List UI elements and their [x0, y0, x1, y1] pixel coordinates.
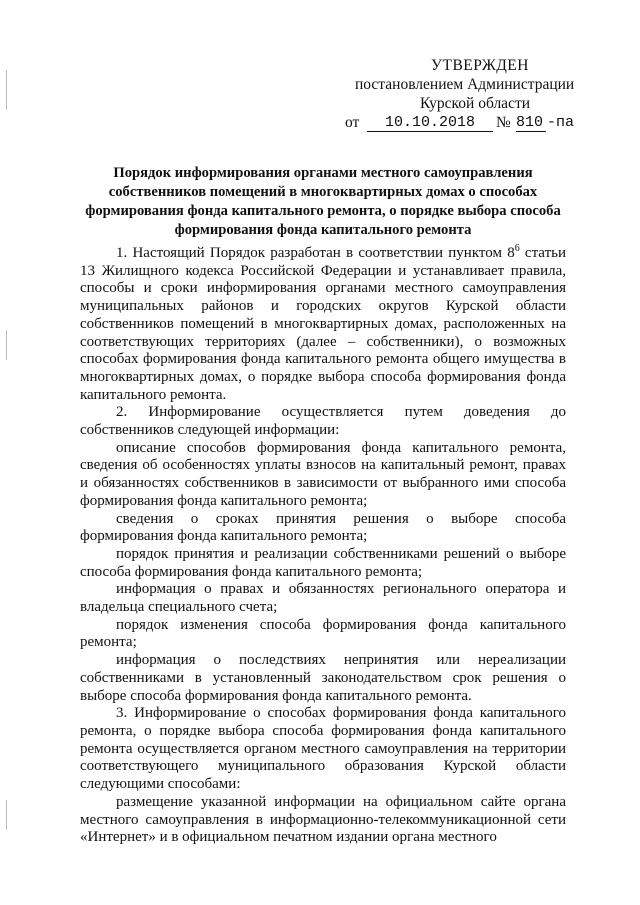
paragraph: порядок изменения способа формирования фонда капитального ремонта; — [80, 616, 566, 651]
approval-resolution: постановлением Администрации — [355, 76, 575, 93]
document-body — [80, 245, 566, 847]
paragraph: информация о правах и обязанностях регионального оператора и владельца специального счета; — [80, 581, 566, 616]
paragraph-text: 1. Настоящий Порядок разработан в соответствии пунктом 8 — [116, 245, 515, 261]
approval-number-suffix: -па — [547, 114, 575, 131]
paragraph: 2. Информирование осуществляется путем доведения до собственников следующей информации: — [80, 404, 566, 439]
paragraph: описание способов формирования фонда капитального ремонта, сведения об особенностях уплаты взносов на капитальный ремонт, правах и обязанностях собственников в зависимости от выбранного ими способа формирования фонда капитального ремонта; — [80, 439, 566, 509]
paragraph: информация о последствиях непринятия или нереализации собственниками в установленный законодательством срок решения о выборе способа формирования фонда капитального ремонта. — [80, 652, 566, 704]
scan-margin-mark — [6, 330, 7, 360]
scan-margin-mark — [6, 70, 7, 110]
scan-margin-mark — [6, 800, 7, 830]
superscript: 6 — [514, 243, 520, 254]
document-heading: Порядок информирования органами местного самоуправления собственников помещений в многоквартирных домах о способах формирования фонда капитального ремонта, о порядке выбора способа формирования фонда капитального ремонта — [85, 165, 561, 238]
approval-title: УТВЕРЖДЕН — [431, 57, 529, 74]
approval-date-line — [345, 113, 605, 133]
approval-date: 10.10.2018 — [367, 113, 493, 132]
date-prefix: от — [345, 114, 360, 131]
approval-stamp — [345, 56, 605, 133]
number-sign: № — [496, 114, 511, 131]
approval-number: 810 — [516, 113, 546, 132]
paragraph: 3. Информирование о способах формирования фонда капитального ремонта, о порядке выбора способа формирования фонда капитального ремонта осуществляется органом местного самоуправления на территории соответствующего муниципального образования Курской области следующими способами: — [80, 705, 566, 793]
approval-region: Курской области — [419, 95, 531, 112]
paragraph: размещение указанной информации на официальном сайте органа местного самоуправления в информационно-телекоммуникационной сети «Интернет» и в официальном печатном издании органа местного — [80, 793, 566, 846]
paragraph — [80, 245, 566, 404]
paragraph-text: статьи 13 Жилищного кодекса Российской Федерации и устанавливает правила, способы и сроки информирования органами местного самоуправления муниципальных районов и городских округов Курской области собственников помещений в многоквартирных домах, расположенных на соответствующих территориях (далее – собственники), о возможных способах формирования фонда капитального ремонта общего имущества в многоквартирных домах, о порядке выбора способа формирования фонда капитального ремонта. — [80, 245, 566, 403]
paragraph: порядок принятия и реализации собственниками решений о выборе способа формирования фонда капитального ремонта; — [80, 545, 566, 580]
paragraph: сведения о сроках принятия решения о выборе способа формирования фонда капитального ремонта; — [80, 510, 566, 545]
